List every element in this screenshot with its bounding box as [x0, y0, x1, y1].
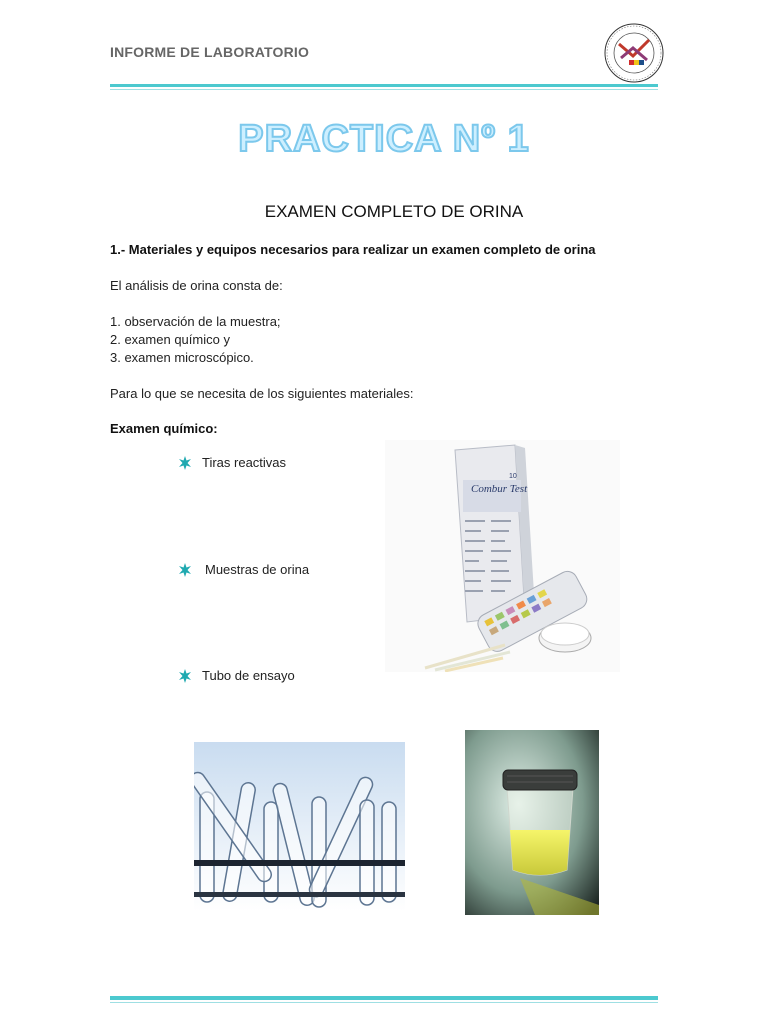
material-item-label: Tiras reactivas — [202, 455, 287, 470]
step-item: 3. examen microscópico. — [110, 350, 254, 365]
material-item — [178, 562, 309, 577]
university-seal-icon — [603, 22, 665, 84]
materials-intro: Para lo que se necesita de los siguientes materiales: — [110, 386, 414, 401]
intro-text: El análisis de orina consta de: — [110, 278, 283, 293]
urine-sample-photo — [465, 730, 599, 915]
step-item: 1. observación de la muestra; — [110, 314, 281, 329]
test-strips-photo — [385, 440, 620, 672]
starburst-bullet-icon — [178, 669, 192, 683]
starburst-bullet-icon — [178, 456, 192, 470]
practice-title: PRACTICA Nº 1 — [238, 118, 530, 160]
report-header-title: INFORME DE LABORATORIO — [110, 44, 310, 60]
material-item-label: Tubo de ensayo — [202, 668, 295, 683]
header-rule-thin — [110, 89, 658, 90]
subheading-chemical-exam: Examen químico: — [110, 421, 218, 436]
test-tubes-photo — [194, 742, 405, 911]
product-badge: 10 — [509, 473, 517, 480]
material-item — [178, 455, 286, 470]
section-heading: 1.- Materiales y equipos necesarios para realizar un examen completo de orina — [110, 242, 596, 257]
step-item: 2. examen químico y — [110, 332, 230, 347]
footer-rule-thin — [110, 1002, 658, 1003]
material-item-label: Muestras de orina — [205, 562, 310, 577]
exam-heading: EXAMEN COMPLETO DE ORINA — [264, 202, 524, 221]
header-rule — [110, 84, 658, 87]
material-item — [178, 668, 295, 683]
product-label: Combur Test — [471, 483, 528, 495]
starburst-bullet-icon — [178, 563, 192, 577]
footer-rule — [110, 996, 658, 1000]
